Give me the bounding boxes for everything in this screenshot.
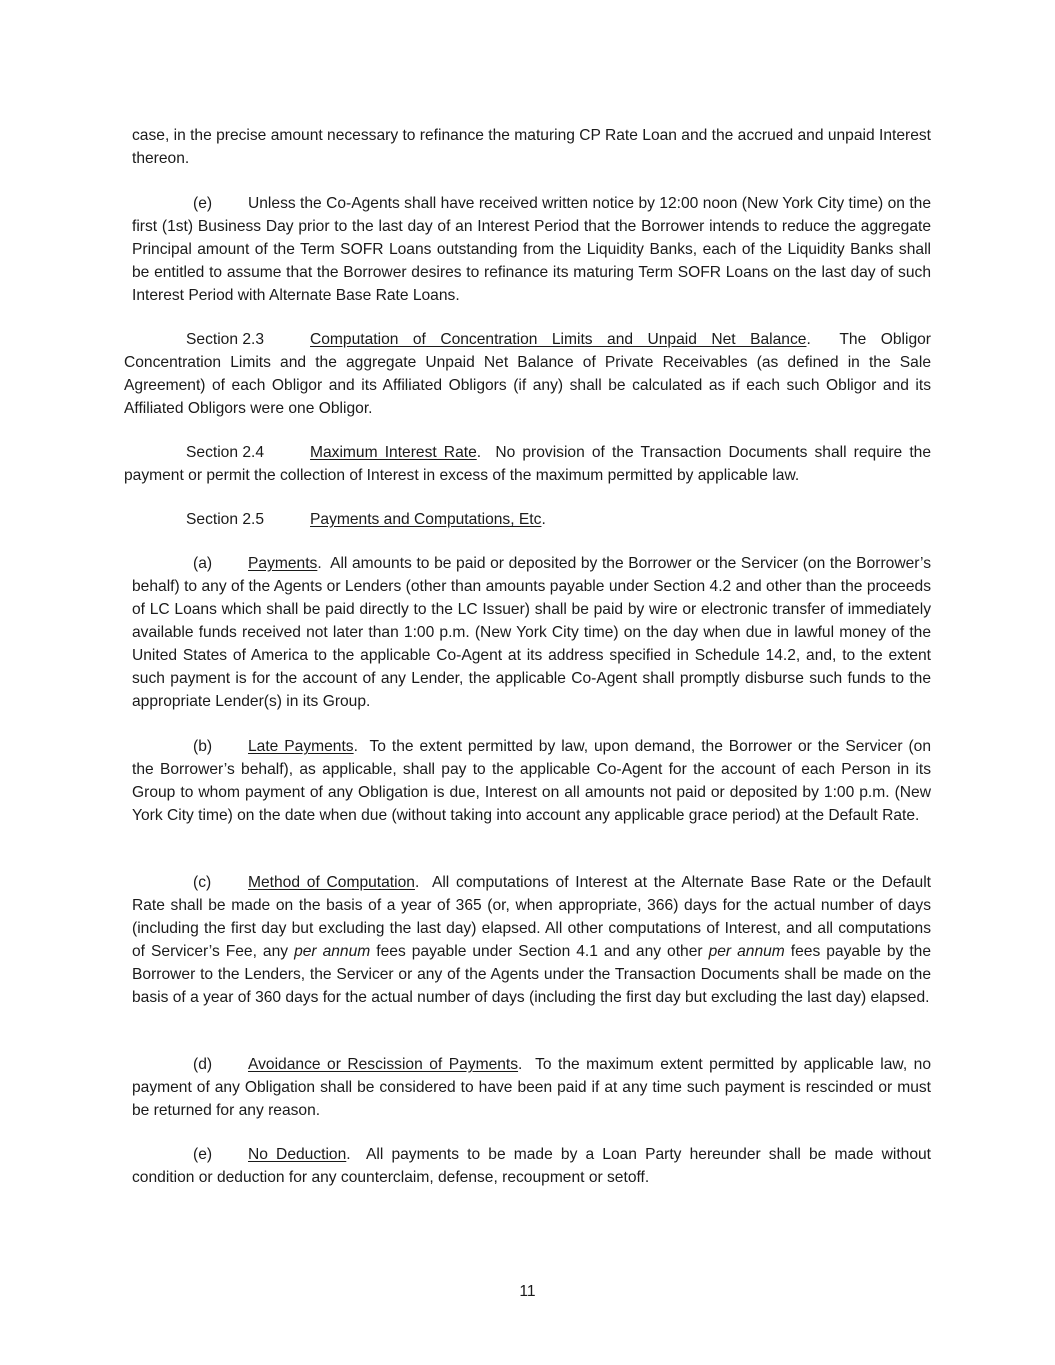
clause-d-avoidance: (d) Avoidance or Rescission of Payments. To the maximum extent permitted by applicable law, no payment of any Obligation shall be considered to have been paid if at any time such payment is rescinded or must be returned for any reason. xyxy=(132,1053,931,1122)
clause-number: (b) xyxy=(193,738,213,755)
section-2-3: Section 2.3 Computation of Concentration Limits and Unpaid Net Balance. The Obligor Concentration Limits and the aggregate Unpaid Net Balance of Private Receivables (as defined in the Sale Agreement) of each Obligor and its Affiliated Obligors (if any) shall be calculated as if each such Obligor and its Affiliated Obligors were one Obligor. xyxy=(124,328,931,420)
section-heading: Maximum Interest Rate xyxy=(310,444,477,461)
paragraph-text: case, in the precise amount necessary to refinance the maturing CP Rate Loan and the accrued and unpaid Interest thereon. xyxy=(132,127,931,167)
clause-c-method-of-computation: (c) Method of Computation. All computations of Interest at the Alternate Base Rate or the Default Rate shall be made on the basis of a year of 365 (or, when appropriate, 366) days for the actual number of days (including the first day but excluding the last day) elapsed. All other computations of Interest, and all computations of Servicer’s Fee, any per annum fees payable under Section 4.1 and any other per annum fees payable by the Borrower to the Lenders, the Servicer or any of the Agents under the Transaction Documents shall be made on the basis of a year of 360 days for the actual number of days (including the first day but excluding the last day) elapsed. xyxy=(132,871,931,1009)
clause-heading: No Deduction xyxy=(248,1146,347,1163)
section-label: Section 2.4 xyxy=(186,444,265,461)
section-heading: Computation of Concentration Limits and Unpaid Net Balance xyxy=(310,331,807,348)
paragraph-2-2e xyxy=(132,192,931,307)
clause-e-no-deduction: (e) No Deduction. All payments to be made by a Loan Party hereunder shall be made without condition or deduction for any counterclaim, defense, recoupment or setoff. xyxy=(132,1143,931,1189)
section-2-4: Section 2.4 Maximum Interest Rate. No provision of the Transaction Documents shall require the payment or permit the collection of Interest in excess of the maximum permitted by applicable law. xyxy=(124,441,931,487)
paragraph-text: All amounts to be paid or deposited by the Borrower or the Servicer (on the Borrower’s behalf) to any of the Agents or Lenders (other than amounts payable under Section 4.2 and other than the proceeds of LC Loans which shall be paid directly to the LC Issuer) shall be paid by wire or electronic transfer of immediately available funds received not later than 1:00 p.m. (New York City time) on the day when due in lawful money of the United States of America to the applicable Co-Agent at its address specified in Schedule 14.2, and, to the extent such payment is for the account of any Lender, the applicable Co-Agent shall promptly disburse such funds to the appropriate Lender(s) in its Group. xyxy=(132,555,931,710)
paragraph-continuation xyxy=(132,124,931,170)
section-label: Section 2.5 xyxy=(186,511,265,528)
clause-heading: Method of Computation xyxy=(248,874,415,891)
paragraph-text: To the extent permitted by law, upon demand, the Borrower or the Servicer (on the Borrower’s behalf), as applicable, shall pay to the applicable Co-Agent for the account of each Person in its Group to whom payment of any Obligation is due, Interest on all amounts not paid or deposited by 1:00 p.m. (New York City time) on the date when due (without taking into account any applicable grace period) at the Default Rate. xyxy=(132,738,931,824)
italic-term: per annum xyxy=(294,943,371,960)
paragraph-text: All payments to be made by a Loan Party hereunder shall be made without condition or deduction for any counterclaim, defense, recoupment or setoff. xyxy=(132,1146,931,1186)
section-2-5: Section 2.5 Payments and Computations, Etc. xyxy=(124,508,931,531)
clause-number: (d) xyxy=(193,1056,213,1073)
paragraph-text: No provision of the Transaction Documents shall require the payment or permit the collection of Interest in excess of the maximum permitted by applicable law. xyxy=(124,444,931,484)
section-label: Section 2.3 xyxy=(186,331,265,348)
clause-number: (e) xyxy=(193,1146,213,1163)
paragraph-text: fees payable by the Borrower to the Lenders, the Servicer or any of the Agents under the Transaction Documents shall be made on the basis of a year of 360 days for the actual number of days (including the first day but excluding the last day) elapsed. xyxy=(132,943,932,1006)
paragraph-text: All computations of Interest at the Alternate Base Rate or the Default Rate shall be made on the basis of a year of 365 (or, when appropriate, 366) days for the actual number of days (including the first day but excluding the last day) elapsed. All other computations of Interest, and all computations of Servicer’s Fee, any xyxy=(132,874,931,960)
italic-term: per annum xyxy=(708,943,785,960)
clause-heading: Payments xyxy=(248,555,318,572)
page-number: 11 xyxy=(519,1283,536,1300)
clause-number: (e) xyxy=(193,195,213,212)
paragraph-text: Unless the Co-Agents shall have received written notice by 12:00 noon (New York City time) on the first (1st) Business Day prior to the last day of an Interest Period that the Borrower intends to reduce the aggregate Principal amount of the Term SOFR Loans outstanding from the Liquidity Banks, each of the Liquidity Banks shall be entitled to assume that the Borrower desires to refinance its maturing Term SOFR Loans on the last day of such Interest Period with Alternate Base Rate Loans. xyxy=(132,195,931,304)
section-heading: Payments and Computations, Etc xyxy=(310,511,542,528)
paragraph-text: The Obligor Concentration Limits and the aggregate Unpaid Net Balance of Private Receivables (as defined in the Sale Agreement) of each Obligor and its Affiliated Obligors (if any) shall be calculated as if each such Obligor and its Affiliated Obligors were one Obligor. xyxy=(124,331,931,417)
clause-number: (c) xyxy=(193,874,212,891)
paragraph-text: To the maximum extent permitted by applicable law, no payment of any Obligation shall be considered to have been paid if at any time such payment is rescinded or must be returned for any reason. xyxy=(132,1056,931,1119)
clause-number: (a) xyxy=(193,555,213,572)
clause-a-payments: (a) Payments. All amounts to be paid or deposited by the Borrower or the Servicer (on the Borrower’s behalf) to any of the Agents or Lenders (other than amounts payable under Section 4.2 and other than the proceeds of LC Loans which shall be paid directly to the LC Issuer) shall be paid by wire or electronic transfer of immediately available funds received not later than 1:00 p.m. (New York City time) on the day when due in lawful money of the United States of America to the applicable Co-Agent at its address specified in Schedule 14.2, and, to the extent such payment is for the account of any Lender, the applicable Co-Agent shall promptly disburse such funds to the appropriate Lender(s) in its Group. xyxy=(132,552,931,713)
clause-b-late-payments: (b) Late Payments. To the extent permitted by law, upon demand, the Borrower or the Servicer (on the Borrower’s behalf), as applicable, shall pay to the applicable Co-Agent for the account of each Person in its Group to whom payment of any Obligation is due, Interest on all amounts not paid or deposited by 1:00 p.m. (New York City time) on the date when due (without taking into account any applicable grace period) at the Default Rate. xyxy=(132,735,931,827)
clause-heading: Late Payments xyxy=(248,738,354,755)
paragraph-text: fees payable under Section 4.1 and any other xyxy=(376,943,703,960)
clause-heading: Avoidance or Rescission of Payments xyxy=(248,1056,519,1073)
